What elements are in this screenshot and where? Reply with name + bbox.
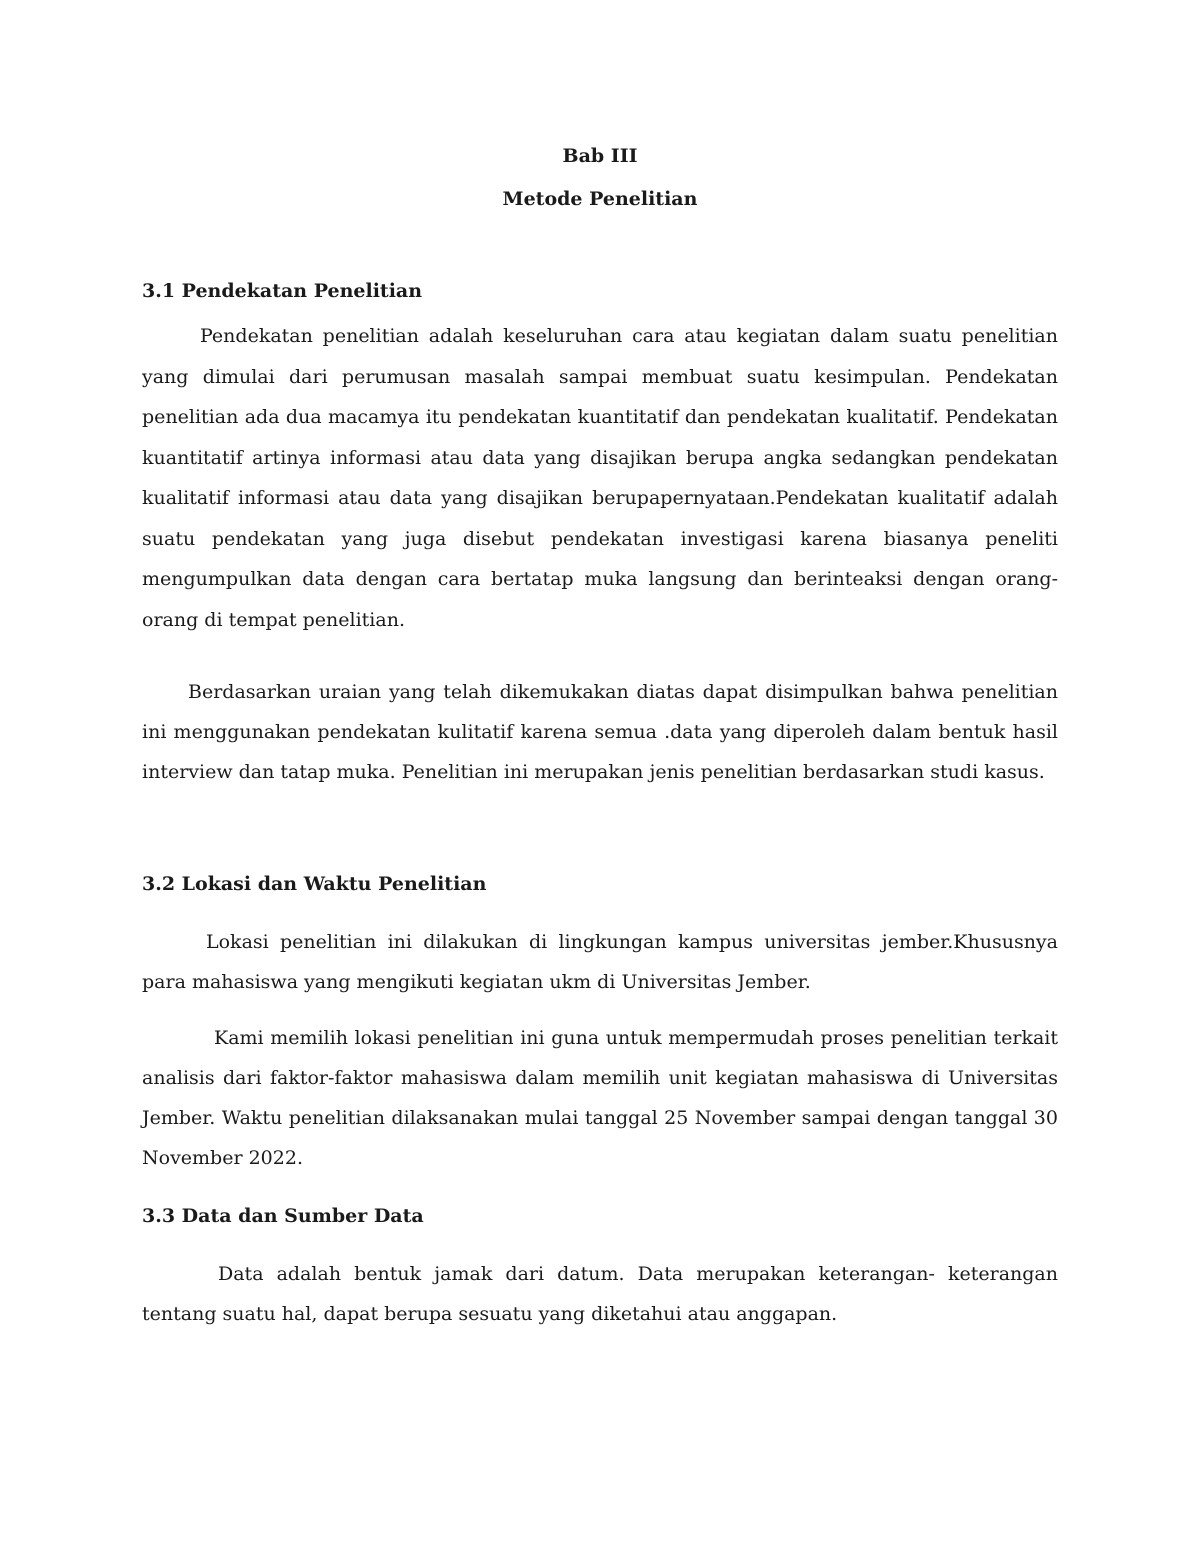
section-heading-3-3: 3.3 Data dan Sumber Data	[142, 1205, 424, 1227]
section-heading-3-2: 3.2 Lokasi dan Waktu Penelitian	[142, 873, 487, 895]
chapter-title: Metode Penelitian	[502, 188, 698, 210]
paragraph-3-1-b: Berdasarkan uraian yang telah dikemukakan diatas dapat disimpulkan bahwa penelitian ini menggunakan pendekatan kulitatif karena semua .data yang diperoleh dalam bentuk hasil interview dan tatap muka. Penelitian ini merupakan jenis penelitian berdasarkan studi kasus.	[142, 681, 1058, 783]
chapter-number: Bab III	[562, 145, 638, 167]
paragraph-3-2-a: Lokasi penelitian ini dilakukan di lingkungan kampus universitas jember.Khususnya para mahasiswa yang mengikuti kegiatan ukm di Universitas Jember.	[142, 931, 1058, 993]
paragraph-3-3-a: Data adalah bentuk jamak dari datum. Data merupakan keterangan- keterangan tentang suatu hal, dapat berupa sesuatu yang diketahui atau anggapan.	[142, 1263, 1058, 1325]
paragraph-3-2-b: Kami memilih lokasi penelitian ini guna untuk mempermudah proses penelitian terkait analisis dari faktor-faktor mahasiswa dalam memilih unit kegiatan mahasiswa di Universitas Jember. Waktu penelitian dilaksanakan mulai tanggal 25 November sampai dengan tanggal 30 November 2022.	[142, 1027, 1058, 1169]
paragraph-3-1-a: Pendekatan penelitian adalah keseluruhan cara atau kegiatan dalam suatu penelitian yang dimulai dari perumusan masalah sampai membuat suatu kesimpulan. Pendekatan penelitian ada dua macamya itu pendekatan kuantitatif dan pendekatan kualitatif. Pendekatan kuantitatif artinya informasi atau data yang disajikan berupa angka sedangkan pendekatan kualitatif informasi atau data yang disajikan berupapernyataan.Pendekatan kualitatif adalah suatu pendekatan yang juga disebut pendekatan investigasi karena biasanya peneliti mengumpulkan data dengan cara bertatap muka langsung dan berinteaksi dengan orang-orang di tempat penelitian.	[142, 325, 1058, 631]
section-heading-3-1: 3.1 Pendekatan Penelitian	[142, 280, 423, 302]
